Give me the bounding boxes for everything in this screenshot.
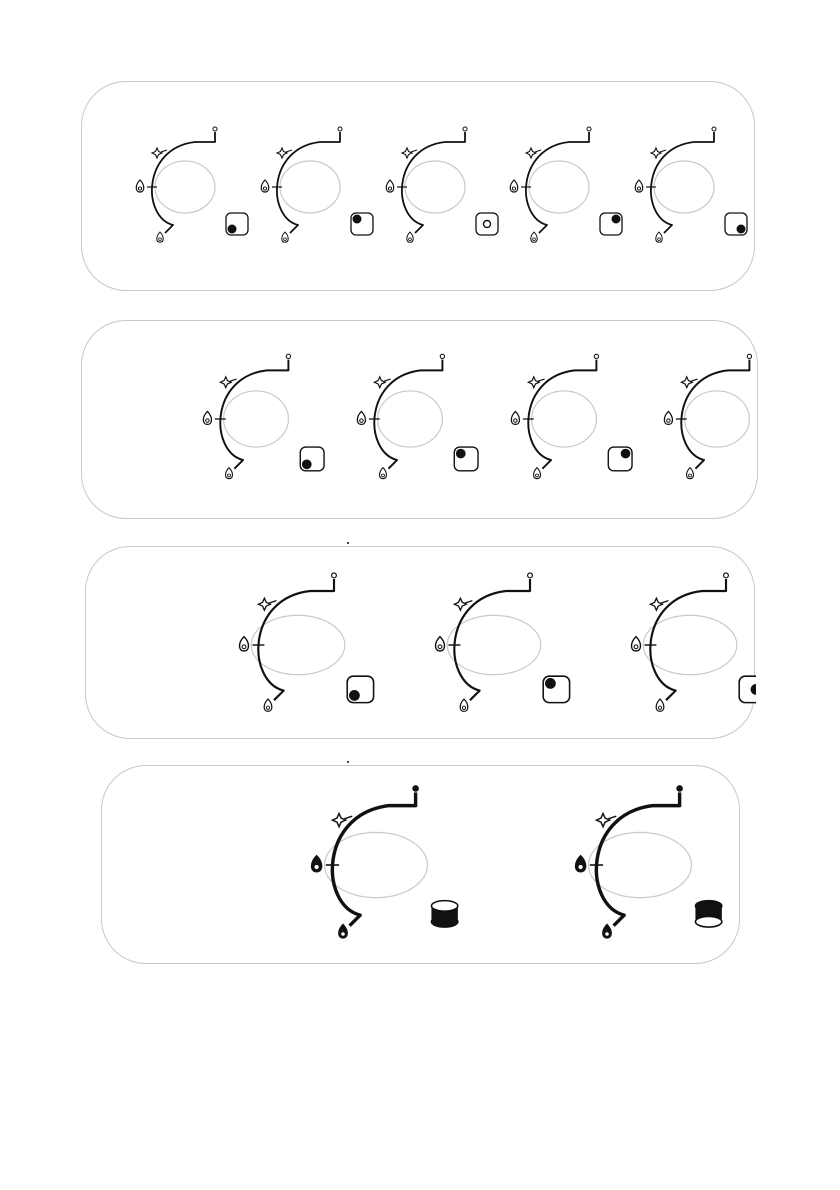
- knob-outline: [280, 161, 340, 213]
- burner-position-indicator: [739, 676, 756, 702]
- knob-front: [576, 786, 722, 938]
- spark-star: [220, 377, 231, 388]
- knob-rear-right: [510, 127, 622, 242]
- spark-star: [152, 148, 162, 158]
- burner-position-indicator: [347, 676, 373, 702]
- burner-position-indicator: [543, 676, 569, 702]
- burner-position-indicator: [431, 901, 457, 927]
- large-flame-icon: [136, 180, 144, 192]
- off-icon: [286, 354, 290, 358]
- spark-star: [528, 377, 539, 388]
- spark-tail: [691, 379, 697, 381]
- flame-core: [242, 645, 246, 649]
- flame-core: [388, 187, 391, 190]
- spark-star: [332, 814, 345, 827]
- flame-core: [637, 187, 640, 190]
- burner-position-indicator: [725, 213, 747, 235]
- flame-core: [667, 419, 670, 422]
- flame-core: [514, 419, 517, 422]
- off-icon: [587, 127, 591, 131]
- flame-outline: [312, 856, 322, 872]
- dial-arc: [258, 591, 334, 691]
- min-marker-stub: [470, 691, 480, 701]
- min-marker-stub: [388, 460, 397, 469]
- off-icon: [747, 354, 751, 358]
- knob-outline: [251, 615, 345, 674]
- min-marker-stub: [165, 225, 173, 233]
- knob-center: [386, 127, 498, 242]
- indicator-cap: [431, 901, 457, 912]
- indicator-dot: [484, 221, 491, 228]
- flame-core: [658, 706, 661, 709]
- dial-arc: [332, 806, 415, 916]
- spark-tail: [411, 150, 417, 152]
- indicator-dot: [228, 225, 237, 234]
- spark-star: [651, 148, 661, 158]
- small-flame-icon: [531, 232, 537, 242]
- min-marker-stub: [290, 225, 298, 233]
- off-icon: [712, 127, 716, 131]
- small-flame-icon: [656, 699, 664, 711]
- flame-core: [462, 706, 465, 709]
- indicator-base: [431, 916, 457, 927]
- spark-star: [258, 598, 270, 610]
- flame-core: [689, 474, 692, 477]
- off-icon: [594, 354, 598, 358]
- knob-rear-right: [511, 354, 632, 478]
- min-marker-stub: [695, 460, 704, 469]
- flame-core: [263, 187, 266, 190]
- min-marker-stub: [664, 225, 672, 233]
- min-marker-stub: [666, 691, 676, 701]
- small-flame-icon: [687, 468, 694, 479]
- small-flame-icon: [226, 468, 233, 479]
- spark-tail: [538, 379, 544, 381]
- off-icon: [677, 786, 682, 791]
- off-icon: [413, 786, 418, 791]
- knob-right: [632, 573, 757, 711]
- large-flame-icon: [386, 180, 394, 192]
- off-icon: [463, 127, 467, 131]
- spark-star: [681, 377, 692, 388]
- knob-outline: [155, 161, 215, 213]
- min-marker-stub: [614, 915, 625, 926]
- off-icon: [213, 127, 217, 131]
- burner-position-indicator: [476, 213, 498, 235]
- spark-star: [277, 148, 287, 158]
- burner-position-indicator: [695, 901, 721, 927]
- knob-outline: [529, 161, 589, 213]
- separator-mark: [347, 542, 349, 544]
- min-marker-stub: [542, 460, 551, 469]
- large-flame-icon: [312, 856, 322, 872]
- knob-front-left: [240, 573, 374, 711]
- burner-position-indicator: [600, 213, 622, 235]
- indicator-dot: [545, 678, 556, 689]
- spark-tail: [661, 601, 668, 603]
- knob-outline: [589, 832, 692, 897]
- spark-star: [650, 598, 662, 610]
- flame-outline: [576, 856, 586, 872]
- burner-position-indicator: [454, 447, 478, 471]
- knob-rear: [312, 786, 458, 938]
- knob-front-right: [664, 354, 759, 478]
- indicator-base: [695, 916, 721, 927]
- off-icon: [332, 573, 337, 578]
- burner-position-indicator: [351, 213, 373, 235]
- burner-position-indicator: [608, 447, 632, 471]
- dial-arc: [596, 806, 679, 916]
- spark-star: [596, 814, 609, 827]
- flame-core: [605, 932, 609, 936]
- small-flame-icon: [534, 468, 541, 479]
- spark-tail: [465, 601, 472, 603]
- off-icon: [338, 127, 342, 131]
- large-flame-icon: [357, 411, 365, 424]
- flame-core: [341, 932, 345, 936]
- min-marker-stub: [274, 691, 284, 701]
- knob-outline: [378, 391, 443, 447]
- flame-core: [314, 865, 318, 869]
- flame-core: [382, 474, 385, 477]
- knob-front-right: [635, 127, 747, 242]
- three-burner-panel: [85, 546, 755, 739]
- spark-tail: [269, 601, 276, 603]
- small-flame-icon: [460, 699, 468, 711]
- indicator-dot: [456, 449, 466, 459]
- knob-rear-left: [261, 127, 373, 242]
- small-flame-icon: [603, 924, 611, 937]
- large-flame-icon: [436, 637, 445, 651]
- spark-tail: [230, 379, 236, 381]
- spark-star: [526, 148, 536, 158]
- knob-rear-left: [436, 573, 570, 711]
- knob-outline: [532, 391, 597, 447]
- small-flame-icon: [264, 699, 272, 711]
- knob-outline: [643, 615, 737, 674]
- spark-tail: [286, 150, 292, 152]
- indicator-dot: [737, 225, 746, 234]
- flame-core: [512, 187, 515, 190]
- min-marker-stub: [350, 915, 361, 926]
- spark-tail: [344, 816, 352, 819]
- knob-outline: [224, 391, 289, 447]
- off-icon: [440, 354, 444, 358]
- knob-outline: [325, 832, 428, 897]
- dial-arc: [454, 591, 530, 691]
- flame-core: [159, 238, 162, 241]
- spark-tail: [384, 379, 390, 381]
- knob-front-left: [136, 127, 248, 242]
- separator-mark: [347, 761, 349, 763]
- knob-outline: [405, 161, 465, 213]
- knob-rear-left: [357, 354, 478, 478]
- spark-tail: [608, 816, 616, 819]
- indicator-cap: [695, 901, 721, 912]
- flame-core: [634, 645, 638, 649]
- panel-drawing: [82, 82, 756, 292]
- large-flame-icon: [203, 411, 211, 424]
- five-burner-panel: [81, 81, 755, 291]
- spark-star: [374, 377, 385, 388]
- large-flame-icon: [664, 411, 672, 424]
- min-marker-stub: [234, 460, 243, 469]
- small-flame-icon: [380, 468, 387, 479]
- panel-drawing: [86, 547, 756, 740]
- small-flame-icon: [282, 232, 288, 242]
- large-flame-icon: [511, 411, 519, 424]
- indicator-dot: [621, 449, 631, 459]
- flame-core: [533, 238, 536, 241]
- min-marker-stub: [539, 225, 547, 233]
- small-flame-icon: [656, 232, 662, 242]
- knob-outline: [447, 615, 541, 674]
- spark-tail: [660, 150, 666, 152]
- off-icon: [724, 573, 729, 578]
- burner-position-indicator: [226, 213, 248, 235]
- indicator-dot: [302, 460, 312, 470]
- small-flame-icon: [157, 232, 163, 242]
- large-flame-icon: [635, 180, 643, 192]
- flame-core: [284, 238, 287, 241]
- flame-core: [658, 238, 661, 241]
- spark-star: [454, 598, 466, 610]
- flame-outline: [603, 924, 611, 937]
- off-icon: [528, 573, 533, 578]
- small-flame-icon: [407, 232, 413, 242]
- flame-core: [578, 865, 582, 869]
- spark-tail: [535, 150, 541, 152]
- dial-arc: [650, 591, 726, 691]
- indicator-dot: [612, 215, 621, 224]
- flame-core: [438, 645, 442, 649]
- large-flame-icon: [261, 180, 269, 192]
- knob-front-left: [203, 354, 324, 478]
- indicator-dot: [349, 690, 360, 701]
- large-flame-icon: [576, 856, 586, 872]
- panel-drawing: [102, 766, 741, 965]
- flame-core: [206, 419, 209, 422]
- knob-outline: [685, 391, 750, 447]
- flame-core: [360, 419, 363, 422]
- flame-core: [266, 706, 269, 709]
- large-flame-icon: [510, 180, 518, 192]
- large-flame-icon: [632, 637, 641, 651]
- spark-star: [402, 148, 412, 158]
- large-flame-icon: [240, 637, 249, 651]
- small-flame-icon: [339, 924, 347, 937]
- two-burner-panel: [101, 765, 740, 964]
- indicator-dot: [353, 215, 362, 224]
- knob-outline: [654, 161, 714, 213]
- min-marker-stub: [415, 225, 423, 233]
- flame-core: [536, 474, 539, 477]
- spark-tail: [161, 150, 167, 152]
- panel-drawing: [82, 321, 759, 520]
- flame-outline: [339, 924, 347, 937]
- flame-core: [409, 238, 412, 241]
- flame-core: [138, 187, 141, 190]
- flame-core: [228, 474, 231, 477]
- burner-position-indicator: [300, 447, 324, 471]
- four-burner-panel: [81, 320, 758, 519]
